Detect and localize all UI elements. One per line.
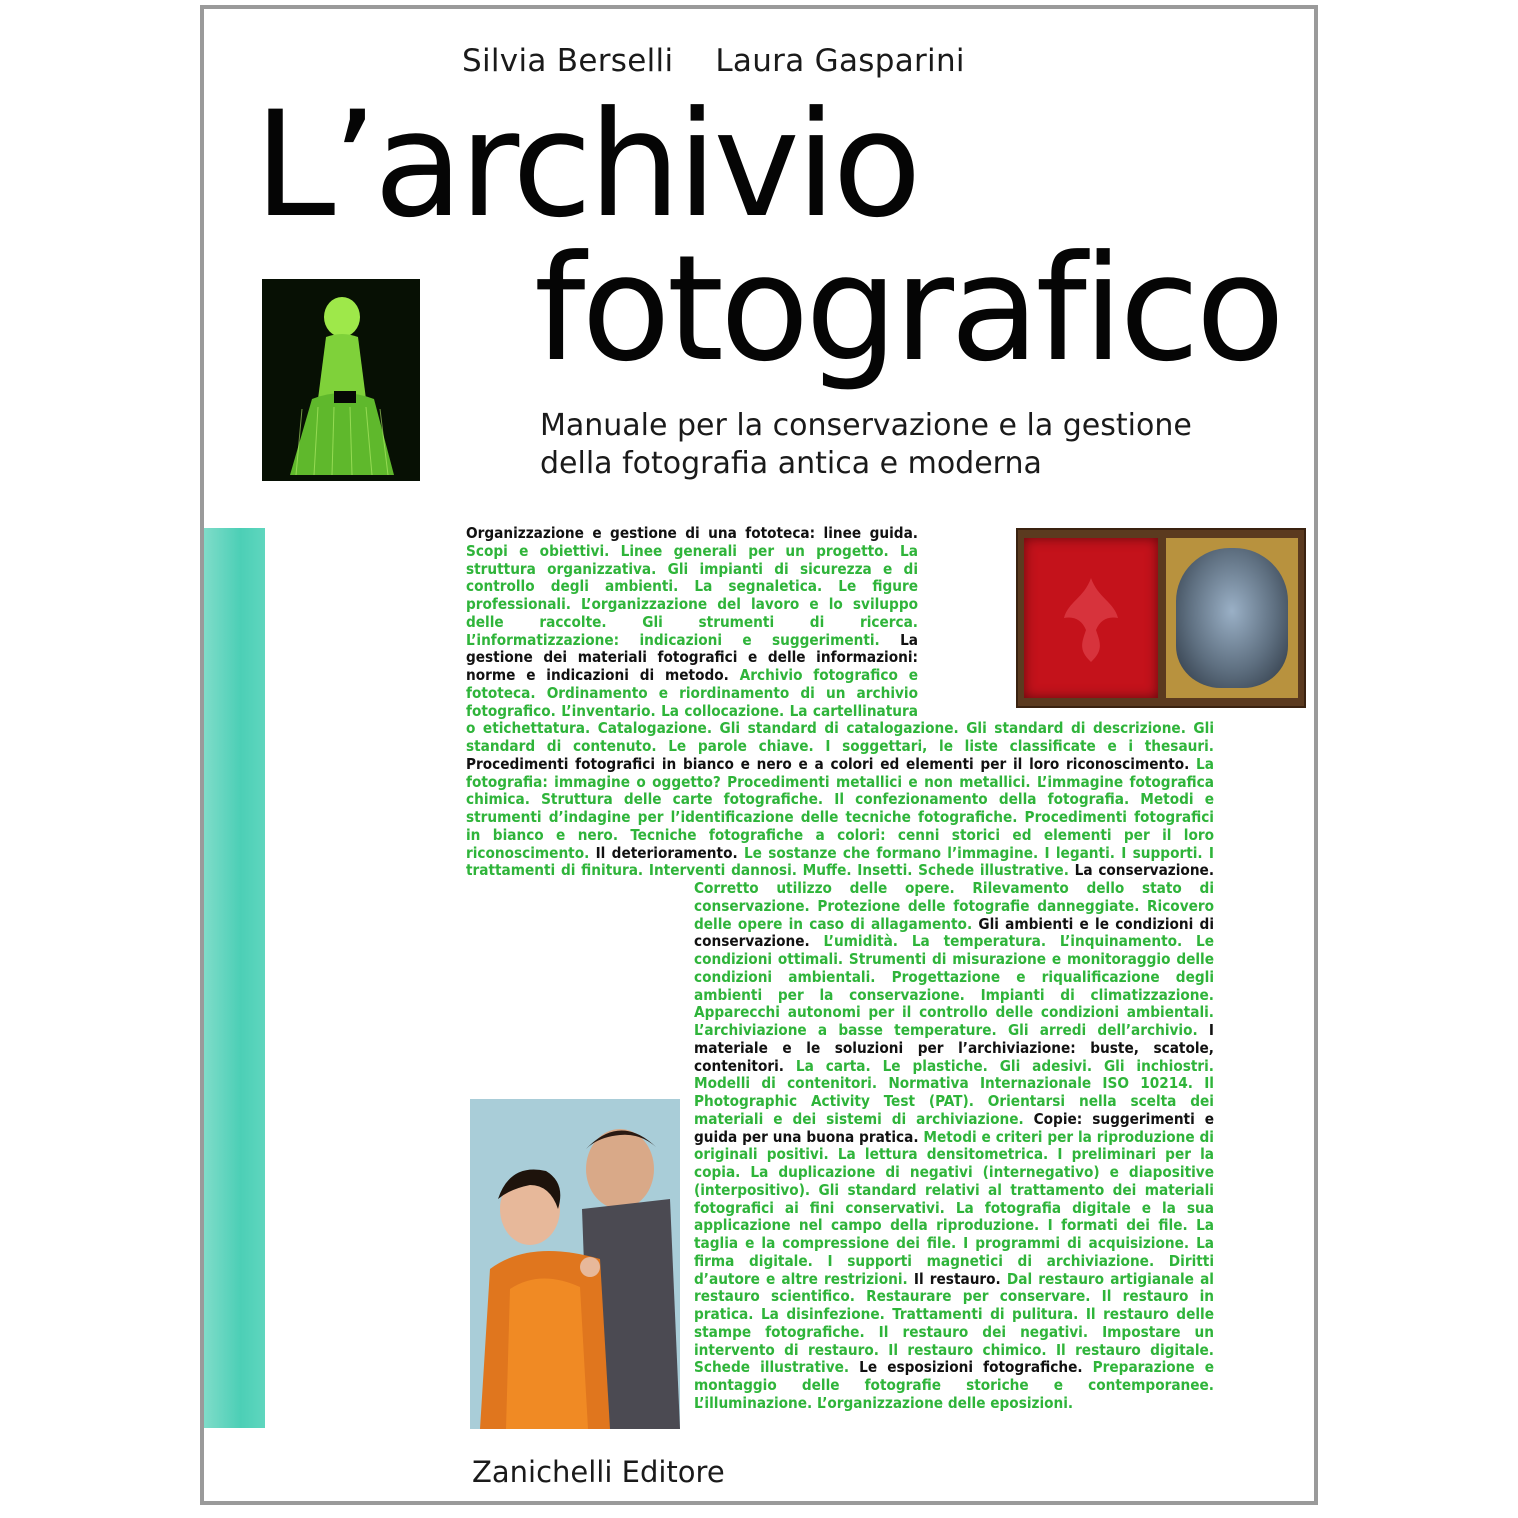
contents-heading: Le esposizioni fotografiche.	[849, 1358, 1083, 1377]
title-line-1: L’archivio	[254, 80, 918, 250]
contents-heading: Gli ambienti e le condizioni di conservazione.	[694, 914, 1214, 951]
contents-heading: Il deterioramento.	[589, 843, 738, 862]
contents-heading: Il restauro.	[907, 1269, 1001, 1288]
contents-topics: Le sostanze che formano l’immagine. I leganti. I supporti. I trattamenti di finitura. Interventi dannosi. Muffe. Insetti. Schede illustrative.	[466, 843, 1214, 880]
teal-stripe	[204, 528, 265, 1428]
author-1: Silvia Berselli	[462, 43, 674, 79]
green-photo-image	[262, 279, 420, 481]
couple-photo-image	[470, 1099, 680, 1429]
contents-heading: Copie: suggerimenti e guida per una buona pratica.	[694, 1109, 1214, 1146]
title-line-2: fotografico	[534, 224, 1282, 394]
contents-heading: Procedimenti fotografici in bianco e nero e a colori ed elementi per il loro riconoscimento.	[466, 754, 1190, 773]
contents-heading: Organizzazione e gestione di una fototeca: linee guida.	[466, 524, 918, 542]
contents-topics: La fotografia: immagine o oggetto? Procedimenti metallici e non metallici. L’immagine fotografica chimica. Struttura delle carte fotografiche. Il confezionamento della fotografia. Metodi e strumenti d’indagine per l’identificazione delle tecniche fotografiche. Procedimenti fotografici in bianco e nero. Tecniche fotografiche a colori: cenni storici ed elementi per il loro riconoscimento.	[466, 754, 1214, 862]
contents-topics: Archivio fotografico e fototeca. Ordinamento e riordinamento di un archivio fotografico. L’inventario. La collocazione. La cartellinatura o etichettatura. Catalogazione. Gli standard di catalogazione. Gli standard di descrizione. Gli standard di contenuto. Le parole chiave. I soggettari, le liste classificate e i thesauri.	[466, 666, 1214, 755]
book-cover	[200, 5, 1318, 1505]
contents-heading: La conservazione.	[1068, 861, 1215, 880]
velvet-lid	[1024, 538, 1158, 698]
daguerreotype-plate	[1166, 538, 1298, 698]
daguerreotype-case-image	[1016, 528, 1306, 708]
contents-topics: L’umidità. La temperatura. L’inquinamento. Le condizioni ottimali. Strumenti di misurazione e monitoraggio delle condizioni ambientali. Progettazione e riqualificazione degli ambienti per la conservazione. Impianti di climatizzazione. Apparecchi autonomi per il controllo delle condizioni ambientali. L’archiviazione a basse temperature. Gli arredi dell’archivio.	[694, 932, 1214, 1039]
contents-topics: Preparazione e montaggio delle fotografie storiche e contemporanee. L’illuminazione. L’organizzazione delle eposizioni.	[694, 1358, 1214, 1412]
contents-topics: Metodi e criteri per la riproduzione di originali positivi. La lettura densitometrica. I preliminari per la copia. La duplicazione di negativi (internegativo) e diapositive (interpositivo). Gli standard relativi al trattamento dei materiali fotografici ai fini conservativi. La fotografia digitale e la sua applicazione nel campo della riproduzione. I formati dei file. La taglia e la compressione dei file. I programmi di acquisizione. La firma digitale. I supporti magnetici di archiviazione. Diritti d’autore e altre restrizioni.	[694, 1127, 1214, 1288]
publisher: Zanichelli Editore	[472, 1455, 725, 1489]
contents-topics: Corretto utilizzo delle opere. Rilevamento dello stato di conservazione. Protezione delle fotografie danneggiate. Ricovero delle opere in caso di allagamento.	[694, 879, 1214, 933]
authors	[462, 43, 1007, 79]
book-subtitle	[540, 407, 1192, 483]
subtitle-line-1: Manuale per la conservazione e la gestione	[540, 408, 1192, 443]
contents-topics: Dal restauro artigianale al restauro scientifico. Restaurare per conservare. Il restauro in pratica. La disinfezione. Trattamenti di pulitura. Il restauro delle stampe fotografiche. Il restauro dei negativi. Impostare un intervento di restauro. Il restauro chimico. Il restauro digitale. Schede illustrative.	[694, 1269, 1214, 1377]
contents-heading: I materiale e le soluzioni per l’archiviazione: buste, scatole, contenitori.	[694, 1021, 1214, 1075]
subtitle-line-2: della fotografia antica e moderna	[540, 446, 1042, 481]
author-2: Laura Gasparini	[715, 43, 965, 79]
contents-heading: La gestione dei materiali fotografici e delle informazioni: norme e indicazioni di metodo.	[466, 630, 918, 684]
contents-topics: La carta. Le plastiche. Gli adesivi. Gli inchiostri. Modelli di contenitori. Normativa Internazionale ISO 10214. Il Photographic Activity Test (PAT). Orientarsi nella scelta dei materiali e dei sistemi di archiviazione.	[694, 1056, 1214, 1128]
contents-topics: Scopi e obiettivi. Linee generali per un progetto. La struttura organizzativa. Gli impianti di sicurezza e di controllo degli ambienti. La segnaletica. Le figure professionali. L’organizzazione del lavoro e lo sviluppo delle raccolte. Gli strumenti di ricerca. L’informatizzazione: indicazioni e suggerimenti.	[466, 541, 918, 649]
